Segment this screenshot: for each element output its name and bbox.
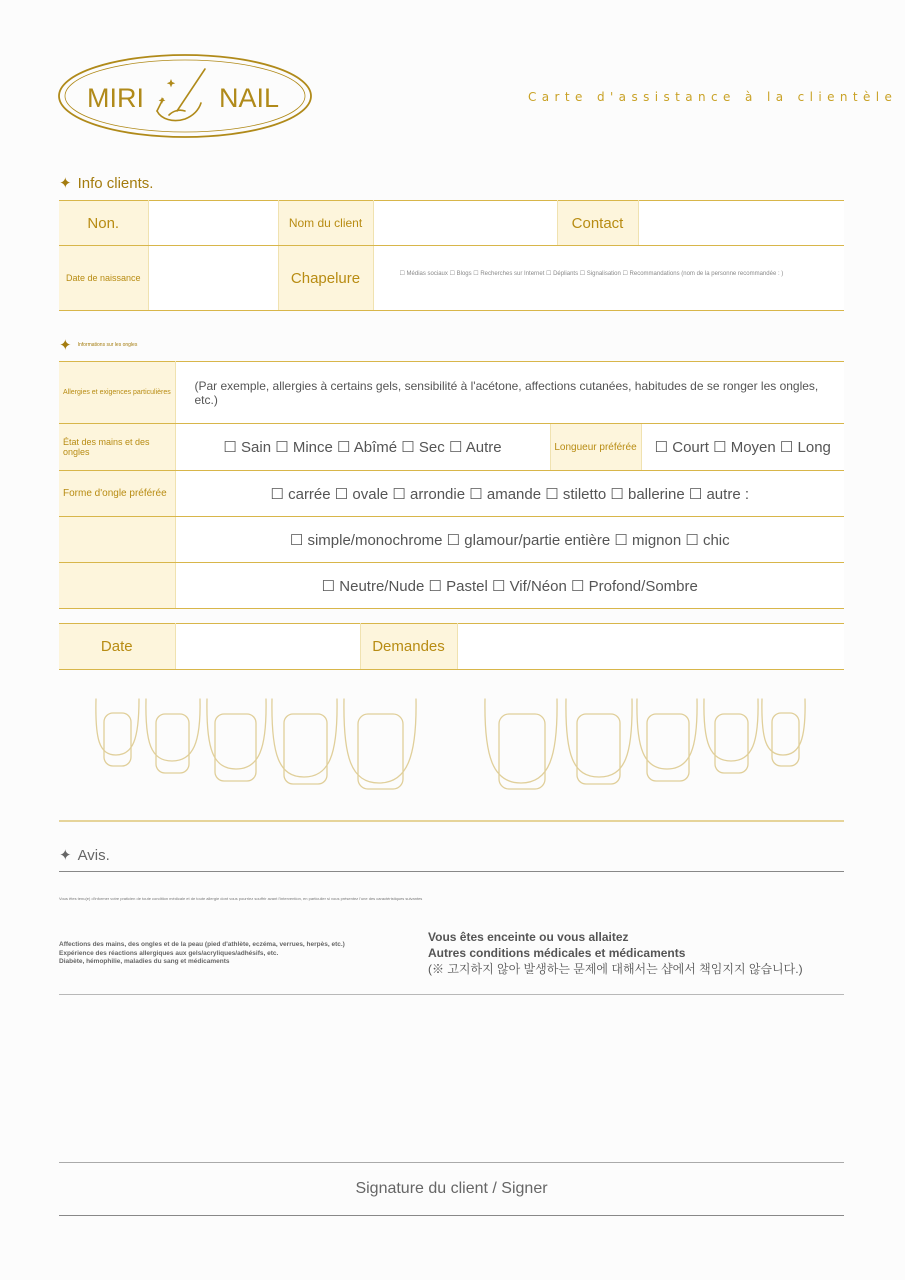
logo-text-left: MIRI — [87, 83, 144, 113]
nail-info-title: Informations sur les ongles — [77, 342, 138, 348]
left-index-nail[interactable] — [272, 699, 337, 784]
date-label: Date — [59, 624, 175, 670]
condition-options[interactable]: ☐ Sain ☐ Mince ☐ Abîmé ☐ Sec ☐ Autre — [175, 424, 550, 471]
right-ring-nail[interactable] — [704, 699, 758, 773]
color-label — [59, 563, 175, 609]
birth-date-field[interactable] — [148, 246, 278, 311]
condition-item: Vous êtes enceinte ou vous allaitez — [428, 930, 629, 944]
client-info-heading — [59, 174, 153, 192]
notice-right-conditions — [428, 929, 848, 977]
signature-field[interactable] — [59, 1162, 844, 1216]
nail-info-table — [59, 361, 844, 609]
date-field[interactable] — [175, 624, 360, 670]
left-ring-nail[interactable] — [146, 699, 200, 773]
shape-options[interactable]: ☐ carrée ☐ ovale ☐ arrondie ☐ amande ☐ stiletto ☐ ballerine ☐ autre : — [175, 471, 844, 517]
right-index-nail[interactable] — [566, 699, 632, 784]
style-options[interactable]: ☐ simple/monochrome ☐ glamour/partie entière ☐ mignon ☐ chic — [175, 517, 844, 563]
sparkle-star-icon: ✦ — [59, 175, 72, 192]
notice-left-conditions — [59, 941, 389, 967]
notice-heading — [59, 846, 110, 864]
number-label: Non. — [59, 201, 148, 246]
right-thumb-nail[interactable] — [485, 699, 557, 789]
conditions-divider — [59, 994, 844, 995]
sparkle-icon — [159, 79, 176, 104]
requests-field[interactable] — [457, 624, 844, 670]
client-name-label: Nom du client — [278, 201, 373, 246]
visit-table — [59, 623, 844, 670]
condition-item: Expérience des réactions allergiques aux gels/acryliques/adhésifs, etc. — [59, 949, 279, 957]
client-info-title: Info clients. — [77, 174, 154, 192]
notice-divider — [59, 871, 844, 872]
condition-item: Diabète, hémophilie, maladies du sang et médicaments — [59, 958, 230, 965]
source-label: Chapelure — [278, 246, 373, 311]
nail-info-heading — [59, 336, 137, 354]
miri-nail-logo — [57, 53, 313, 139]
left-middle-nail[interactable] — [207, 699, 266, 781]
contact-field[interactable] — [638, 201, 844, 246]
liability-note: (※ 고지하지 않아 발생하는 문제에 대해서는 샵에서 책임지지 않습니다.) — [428, 962, 803, 976]
nail-diagram-divider — [59, 820, 844, 822]
notice-title: Avis. — [77, 846, 110, 864]
contact-label: Contact — [557, 201, 638, 246]
condition-item: Affections des mains, des ongles et de la peau (pied d'athlète, eczéma, verrues, herpès, etc.) — [59, 941, 345, 948]
left-pinky-nail[interactable] — [96, 699, 139, 766]
signature-label: Signature du client / Signer — [355, 1180, 548, 1197]
client-info-table — [59, 200, 844, 311]
allergies-field[interactable]: (Par exemple, allergies à certains gels, sensibilité à l'acétone, affections cutanées, habitudes de se ronger les ongles, etc.) — [175, 362, 844, 424]
requests-label: Demandes — [360, 624, 457, 670]
sparkle-star-icon: ✦ — [59, 847, 72, 864]
logo-text-right: NAIL — [219, 83, 280, 113]
condition-label: État des mains et des ongles — [59, 424, 175, 471]
source-options[interactable]: ☐ Médias sociaux ☐ Blogs ☐ Recherches sur Internet ☐ Dépliants ☐ Signalisation ☐ Recommandations (nom de la personne recommandée : ) — [373, 246, 844, 311]
nail-design-diagram[interactable] — [59, 669, 844, 821]
right-pinky-nail[interactable] — [762, 699, 805, 766]
left-thumb-nail[interactable] — [344, 699, 416, 789]
style-label — [59, 517, 175, 563]
nail-brush-icon — [157, 69, 205, 121]
color-options[interactable]: ☐ Neutre/Nude ☐ Pastel ☐ Vif/Néon ☐ Profond/Sombre — [175, 563, 844, 609]
allergies-label: Allergies et exigences particulières — [59, 362, 175, 424]
condition-item: Autres conditions médicales et médicaments — [428, 946, 686, 960]
shape-label: Forme d'ongle préférée — [59, 471, 175, 517]
birth-date-label: Date de naissance — [59, 246, 148, 311]
length-options[interactable]: ☐ Court ☐ Moyen ☐ Long — [641, 424, 844, 471]
right-middle-nail[interactable] — [637, 699, 697, 781]
card-tagline: Carte d'assistance à la clientèle — [528, 90, 898, 104]
number-field[interactable] — [148, 201, 278, 246]
length-label: Longueur préférée — [550, 424, 641, 471]
sparkle-star-icon: ✦ — [59, 337, 72, 354]
notice-intro: Vous êtes tenu(e) d'informer votre praticien de toute condition médicale et de toute allergie dont vous pourriez souffrir avant l'intervention, en particulier si vous présentez l'une des caractéristiques suivantes — [59, 896, 423, 901]
client-name-field[interactable] — [373, 201, 557, 246]
